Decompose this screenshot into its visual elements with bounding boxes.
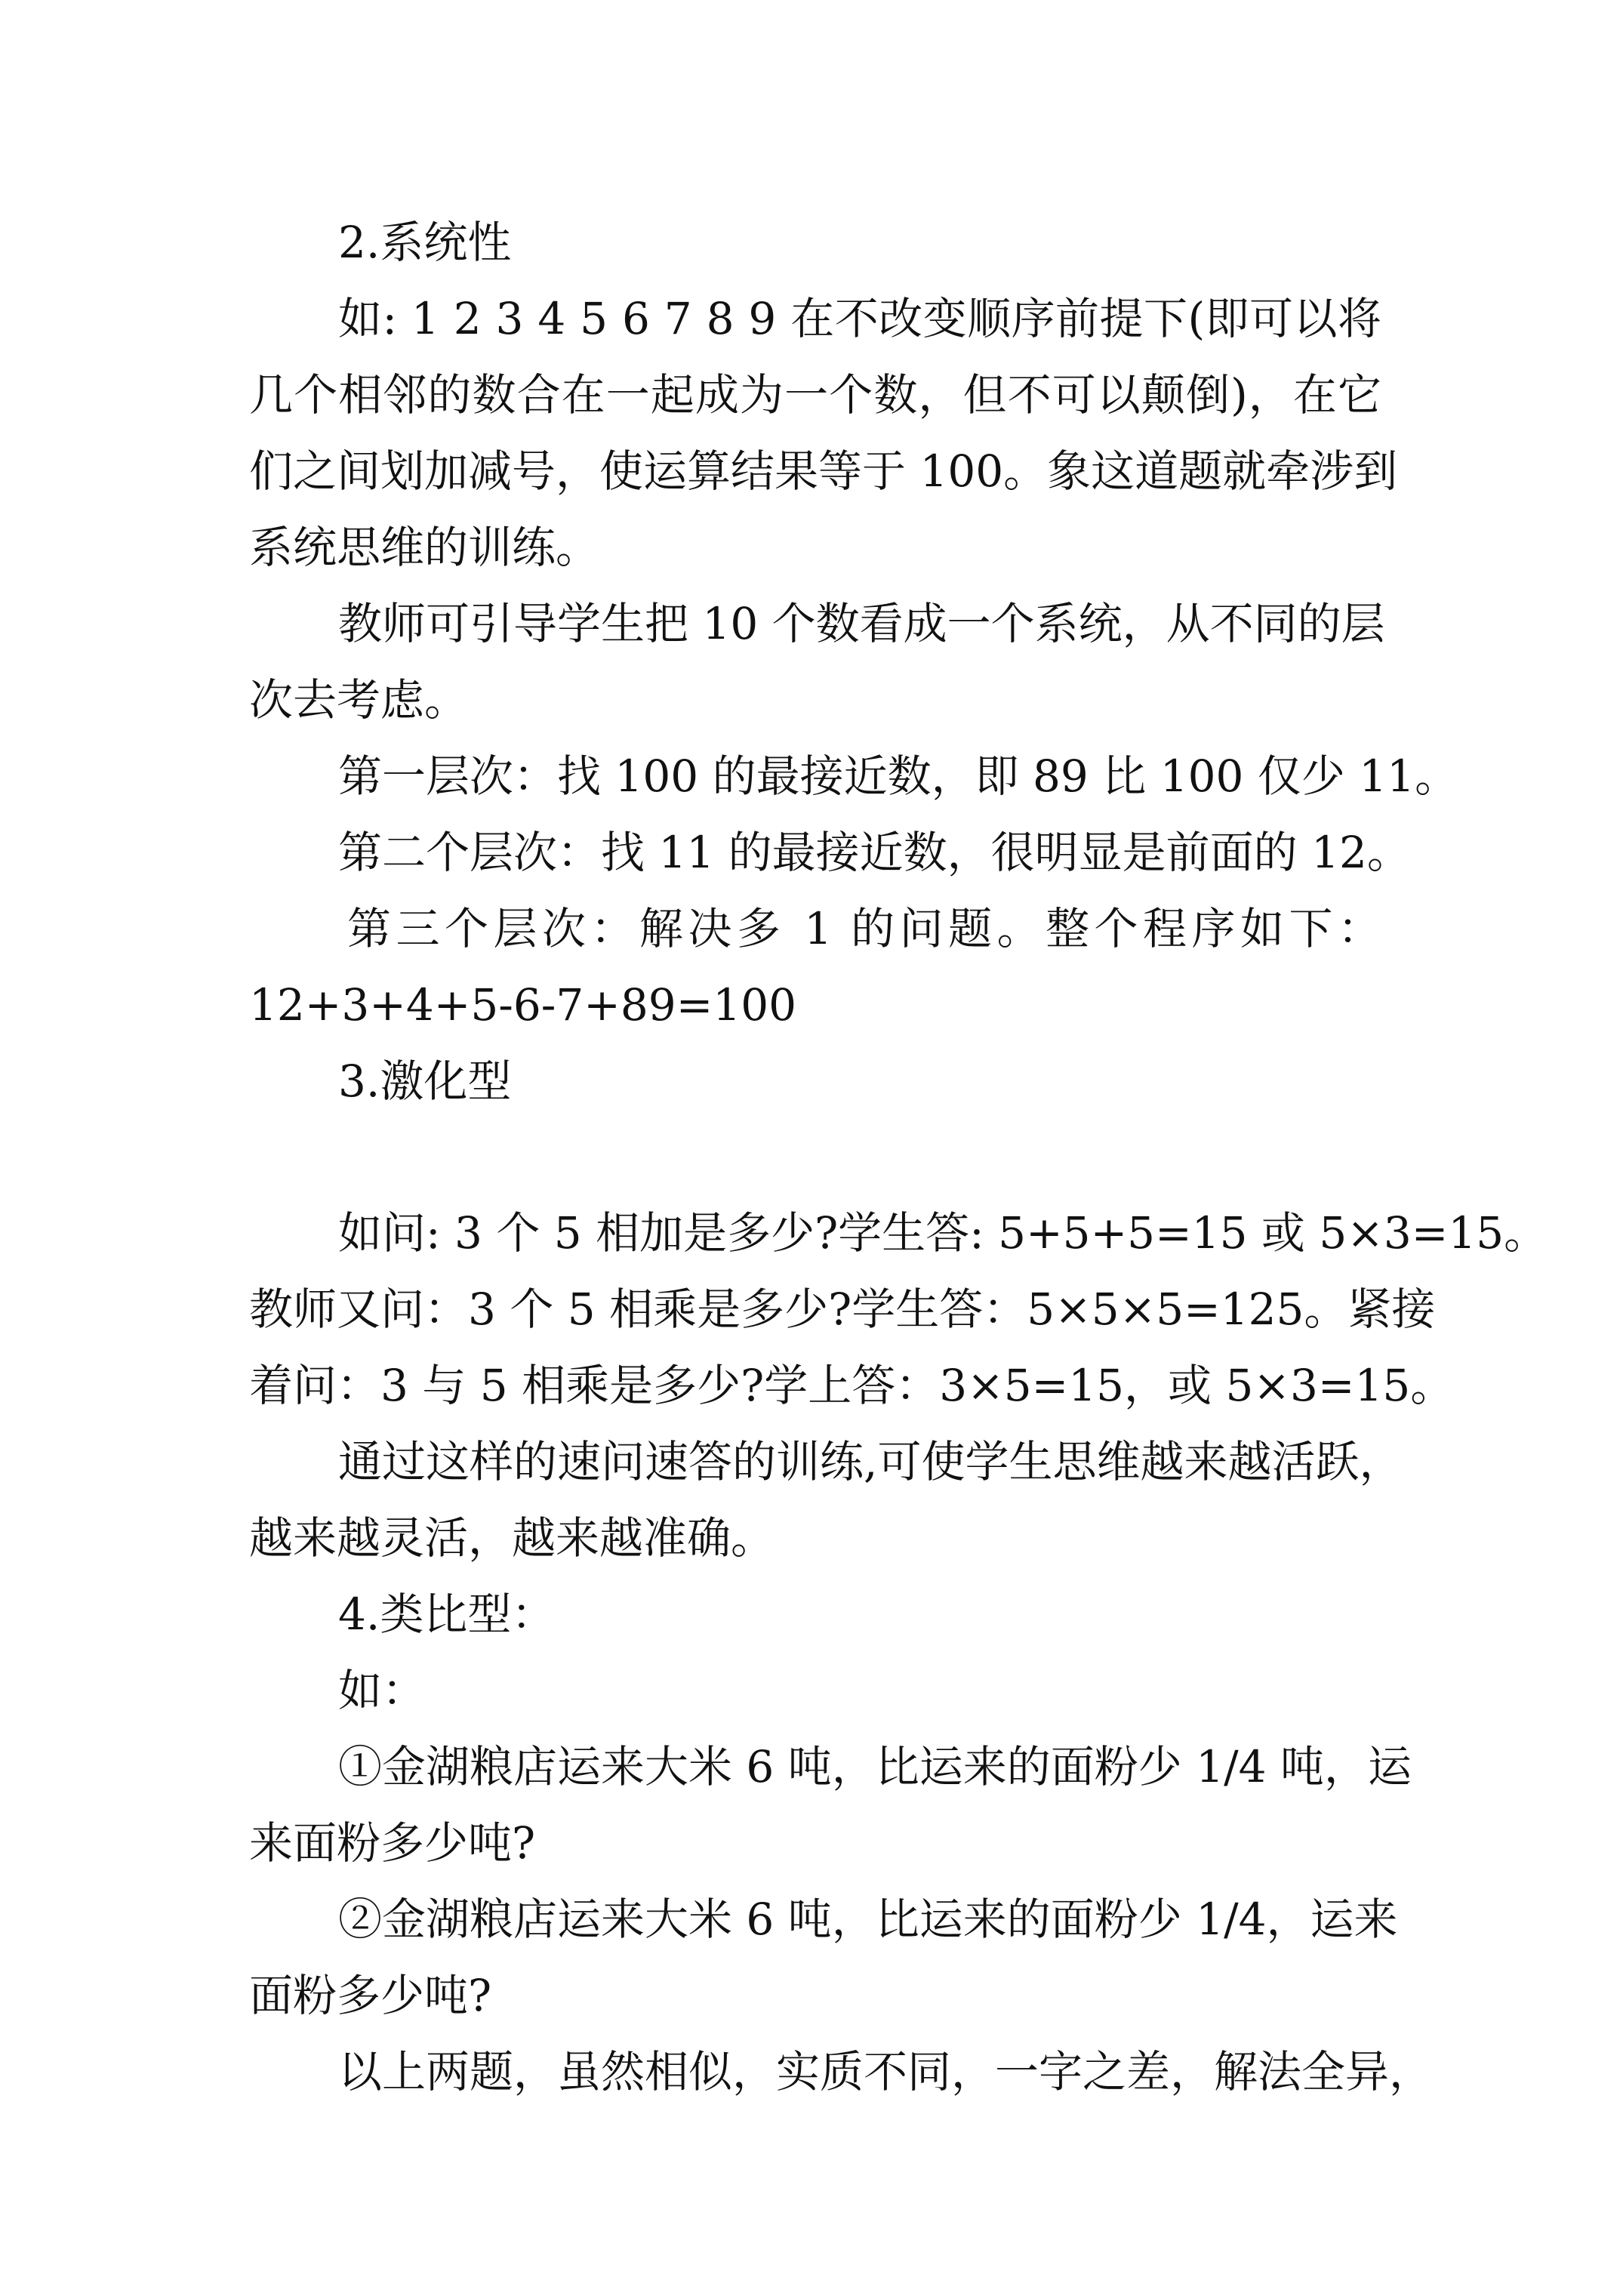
paragraph-line: 第三个层次：解决多 1 的问题。整个程序如下： <box>347 903 1381 954</box>
heading-stimulation: 3.激化型 <box>338 1056 512 1107</box>
paragraph-line: 第一层次：找 100 的最接近数，即 89 比 100 仅少 11。 <box>338 750 1459 802</box>
paragraph-line: 如问: 3 个 5 相加是多少?学生答: 5+5+5=15 或 5×3=15。 <box>338 1207 1548 1259</box>
paragraph-line: 通过这样的速问速答的训练,可使学生思维越来越活跃， <box>338 1436 1403 1487</box>
paragraph-line: 以上两题，虽然相似，实质不同，一字之差，解法全异， <box>338 2046 1434 2097</box>
paragraph-line: 几个相邻的数合在一起成为一个数，但不可以颠倒)，在它 <box>249 369 1381 421</box>
heading-systematic: 2.系统性 <box>338 217 512 268</box>
paragraph-line: 如： <box>338 1665 427 1716</box>
paragraph-line: 教师又问：3 个 5 相乘是多少?学生答：5×5×5=125。紧接 <box>249 1284 1436 1335</box>
paragraph-line: ①金湖粮店运来大米 6 吨，比运来的面粉少 1/4 吨，运 <box>338 1741 1412 1792</box>
paragraph-line: 次去考虑。 <box>249 674 469 726</box>
formula-line: 12+3+4+5-6-7+89=100 <box>249 979 796 1031</box>
paragraph-line: 越来越灵活，越来越准确。 <box>249 1512 775 1564</box>
heading-analogy: 4.类比型： <box>338 1589 556 1640</box>
paragraph-line: 系统思维的训练。 <box>249 522 600 573</box>
paragraph-line: ②金湖粮店运来大米 6 吨，比运来的面粉少 1/4，运来 <box>338 1894 1398 1945</box>
paragraph-line: 来面粉多少吨? <box>249 1817 536 1869</box>
paragraph-line: 如: 1 2 3 4 5 6 7 8 9 在不改变顺序前提下(即可以将 <box>338 293 1381 344</box>
paragraph-line: 面粉多少吨? <box>249 1970 492 2021</box>
paragraph-line: 们之间划加减号，使运算结果等于 100。象这道题就牵涉到 <box>249 445 1398 497</box>
paragraph-line: 教师可引导学生把 10 个数看成一个系统，从不同的层 <box>338 598 1385 649</box>
paragraph-line: 第二个层次：找 11 的最接近数，很明显是前面的 12。 <box>338 827 1411 878</box>
paragraph-line: 着问：3 与 5 相乘是多少?学上答：3×5=15，或 5×3=15。 <box>249 1360 1455 1411</box>
